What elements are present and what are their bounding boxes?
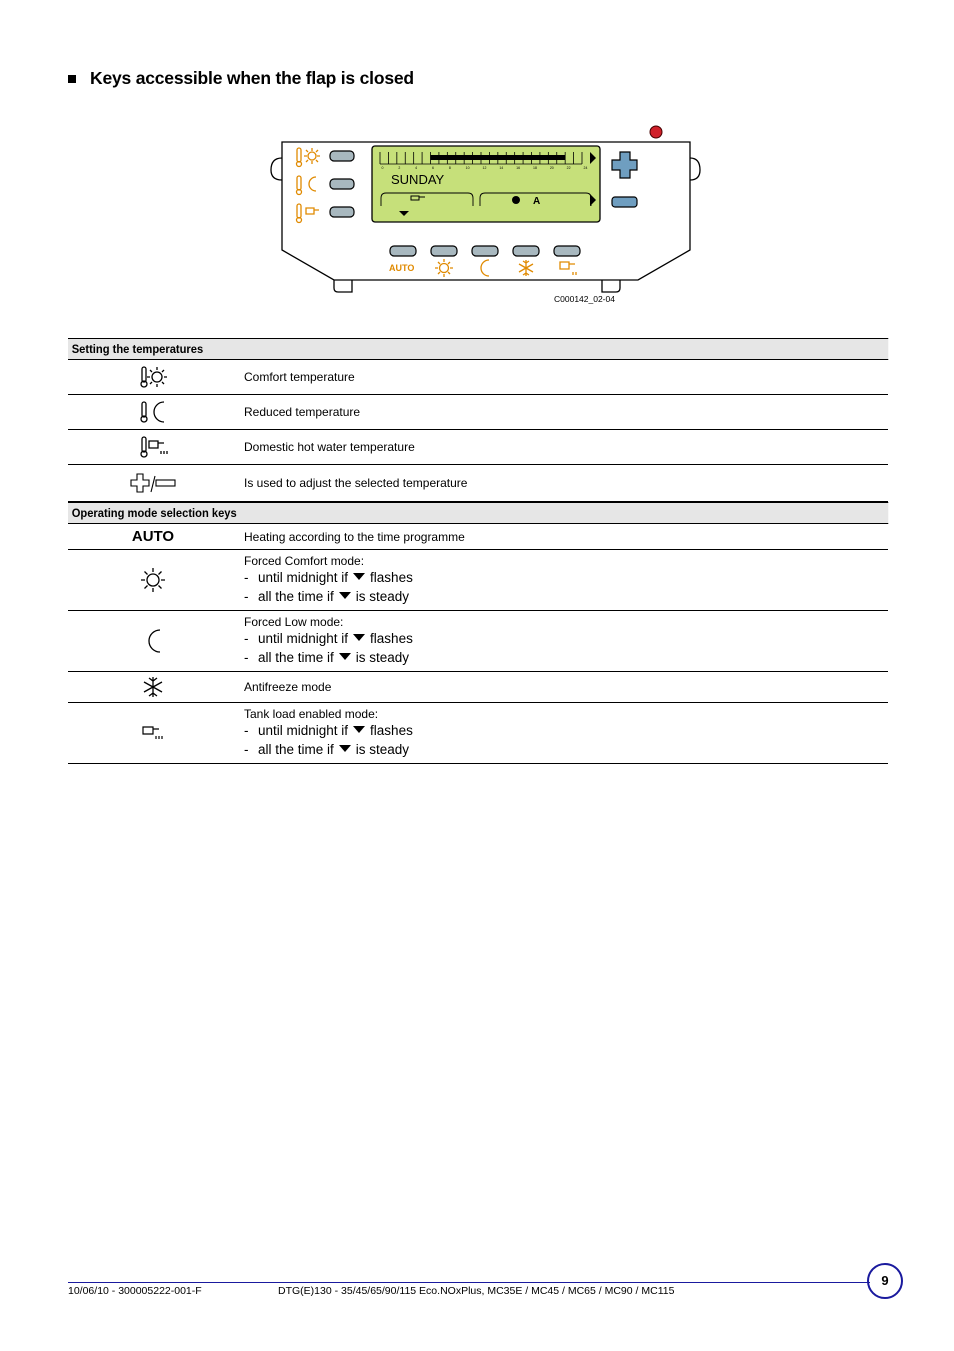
comfort-mode-key[interactable] [431, 246, 457, 256]
minus-key[interactable] [612, 197, 637, 207]
section-heading [68, 68, 414, 89]
table-row [68, 360, 888, 395]
list-item: - until midnight if flashes [244, 722, 413, 738]
hour-label: 6 [432, 166, 434, 170]
list-item: - until midnight if flashes [244, 630, 413, 646]
tap-icon [68, 703, 238, 763]
triangle-down-icon [353, 634, 365, 641]
temperature-section-title: Setting the temperatures [68, 338, 888, 360]
table-row [68, 703, 888, 764]
table-row [68, 611, 888, 672]
hour-label: 24 [583, 166, 588, 170]
sun-icon [68, 550, 238, 610]
thermometer-tap-icon [68, 430, 238, 464]
list-item: - until midnight if flashes [244, 569, 413, 585]
hour-label: 8 [448, 166, 451, 170]
tank-load-mode-key[interactable] [554, 246, 580, 256]
hour-label: 18 [533, 166, 537, 170]
table-cell-text: Reduced temperature [244, 405, 361, 419]
list-item: - all the time if is steady [244, 589, 410, 604]
triangle-down-icon [353, 573, 365, 580]
plus-minus-icon [68, 465, 238, 501]
mode-title: Forced Low mode: [244, 614, 344, 629]
snowflake-icon [68, 672, 238, 702]
hour-label: 20 [549, 166, 554, 170]
table-cell-text: Antifreeze mode [244, 680, 332, 694]
hour-label: 14 [499, 166, 504, 170]
square-bullet-icon [68, 75, 76, 83]
triangle-down-icon [339, 653, 351, 660]
comfort-period-bar [431, 155, 566, 160]
table-cell-text: Comfort temperature [244, 370, 355, 384]
status-led-icon [650, 126, 662, 138]
table-row [68, 465, 888, 502]
list-item: - all the time if is steady [244, 742, 410, 757]
thermometer-sun-icon [68, 360, 238, 394]
triangle-down-icon [339, 592, 351, 599]
mode-title: Forced Comfort mode: [244, 553, 365, 568]
table-row [68, 672, 888, 703]
mode-section-title: Operating mode selection keys [68, 502, 888, 524]
temperature-table [68, 338, 888, 764]
section-heading-text: Keys accessible when the flap is closed [90, 68, 414, 88]
hour-label: 12 [482, 166, 487, 170]
dhw-temp-key[interactable] [330, 207, 354, 217]
table-row [68, 550, 888, 611]
low-mode-key[interactable] [472, 246, 498, 256]
thermometer-moon-icon [68, 395, 238, 429]
figure-code: C000142_02-04 [554, 294, 615, 304]
table-row [68, 524, 888, 550]
table-row [68, 395, 888, 430]
hour-label: 4 [415, 166, 418, 170]
hour-label: 16 [516, 166, 521, 170]
triangle-down-icon [339, 745, 351, 752]
reduced-temp-key[interactable] [330, 179, 354, 189]
list-item: - all the time if is steady [244, 650, 410, 665]
table-cell-text: Is used to adjust the selected temperature [244, 476, 468, 490]
hour-label: 22 [566, 166, 571, 170]
lcd-day-text: SUNDAY [391, 172, 445, 187]
page-number: 9 [867, 1263, 903, 1299]
table-cell-text: Domestic hot water temperature [244, 440, 415, 454]
auto-mode-label: AUTO [131, 528, 175, 545]
control-panel-illustration [268, 120, 704, 310]
antifreeze-mode-key[interactable] [513, 246, 539, 256]
lcd-mode-letter: A [533, 196, 541, 207]
triangle-down-icon [353, 726, 365, 733]
table-row [68, 430, 888, 465]
footer-rule [68, 1282, 870, 1283]
table-cell-text: Heating according to the time programme [244, 529, 465, 544]
footer-product-list: DTG(E)130 - 35/45/65/90/115 Eco.NOxPlus, MC35E / MC45 / MC65 / MC90 / MC115 [278, 1285, 675, 1297]
footer-document-ref: 10/06/10 - 300005222-001-F [68, 1285, 202, 1297]
auto-mode-key[interactable] [390, 246, 416, 256]
hour-label: 2 [398, 166, 401, 170]
comfort-temp-key[interactable] [330, 151, 354, 161]
mode-title: Tank load enabled mode: [244, 706, 379, 721]
auto-mode-label: AUTO [389, 263, 415, 273]
hour-label: 0 [381, 166, 384, 170]
hour-label: 10 [465, 166, 470, 170]
moon-icon [68, 611, 238, 671]
lcd-burner-icon [512, 196, 520, 204]
